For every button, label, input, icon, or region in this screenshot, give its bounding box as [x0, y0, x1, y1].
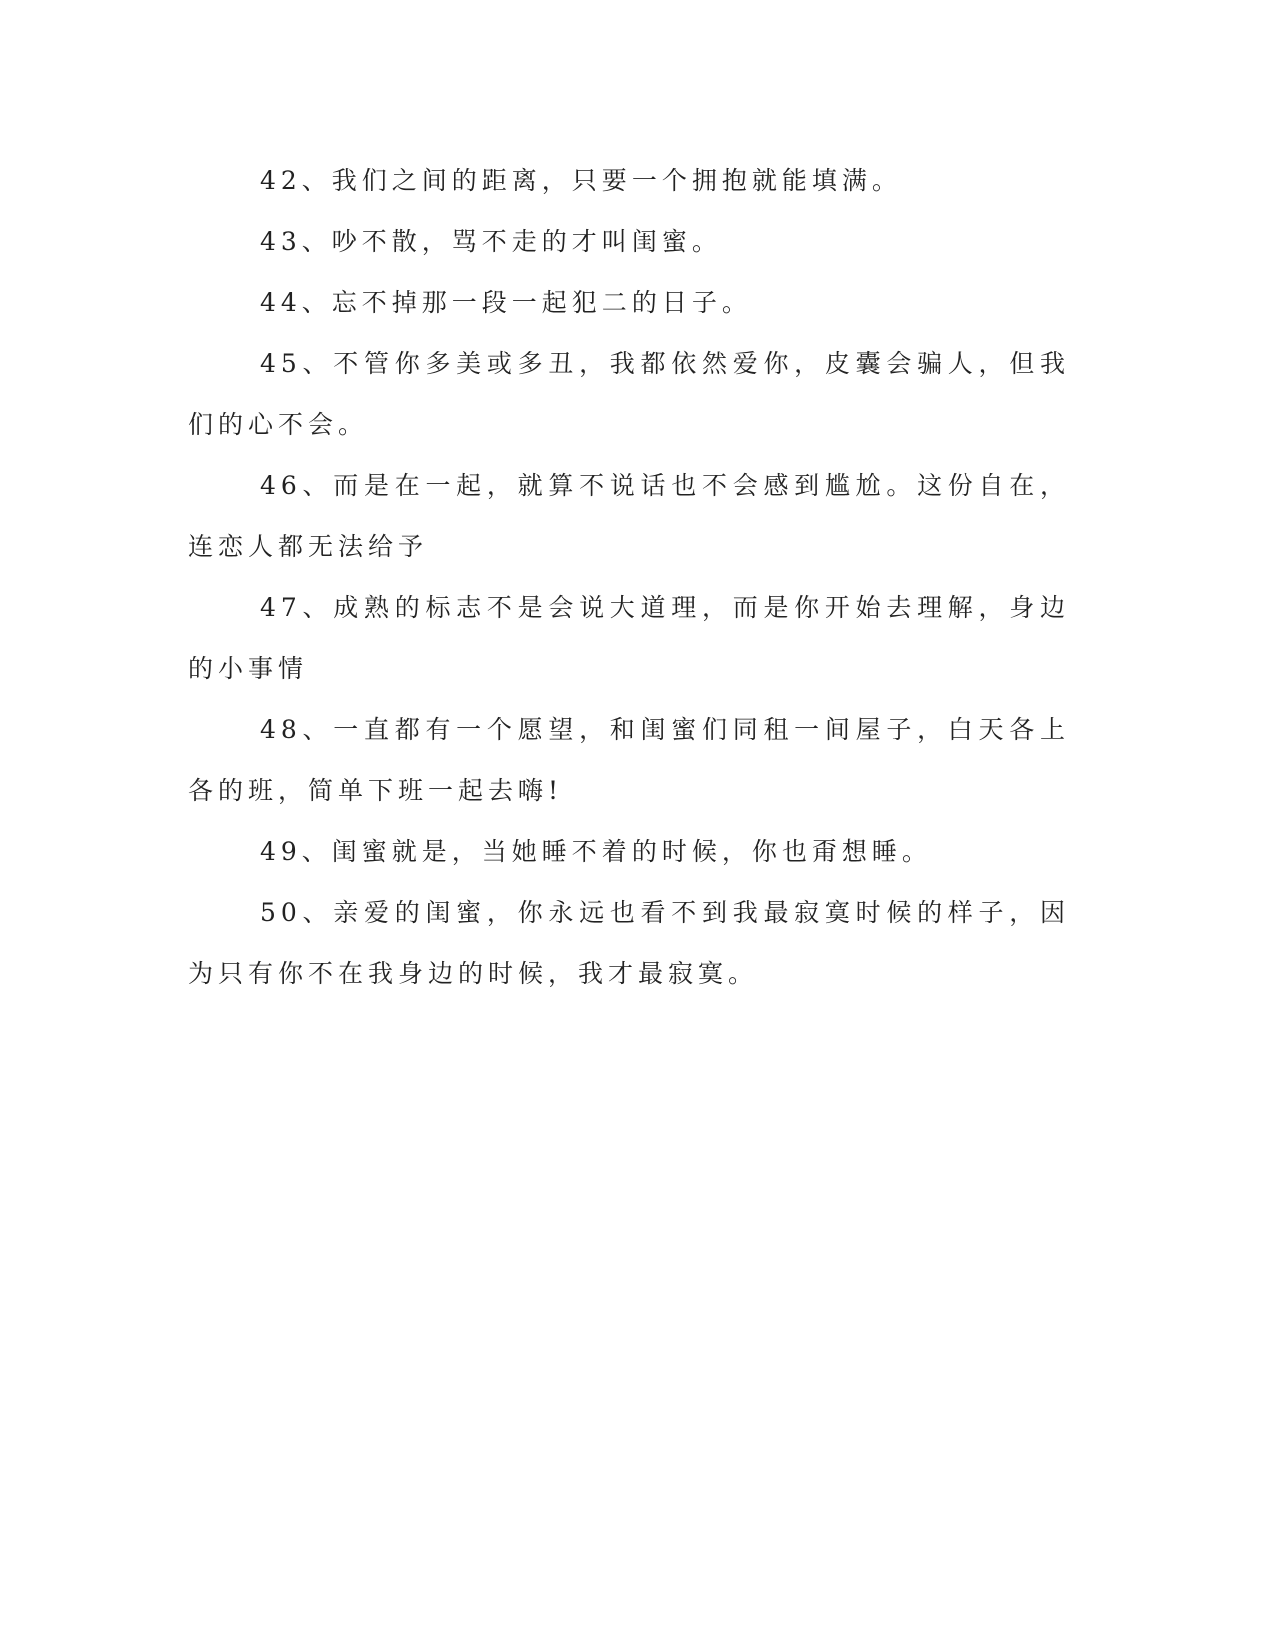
document-body — [188, 150, 1070, 1004]
paragraph-44: 44、忘不掉那一段一起犯二的日子。 — [260, 288, 752, 317]
paragraph-47: 47、成熟的标志不是会说大道理，而是你开始去理解，身边的小事情 — [188, 593, 1070, 683]
paragraph-50: 50、亲爱的闺蜜，你永远也看不到我最寂寞时候的样子，因为只有你不在我身边的时候，我才最寂寞。 — [188, 898, 1070, 988]
paragraph-42: 42、我们之间的距离，只要一个拥抱就能填满。 — [260, 166, 902, 195]
paragraph-43: 43、吵不散，骂不走的才叫闺蜜。 — [260, 227, 722, 256]
paragraph-45: 45、不管你多美或多丑，我都依然爱你，皮囊会骗人，但我们的心不会。 — [188, 349, 1070, 439]
paragraph-46: 46、而是在一起，就算不说话也不会感到尴尬。这份自在，连恋人都无法给予 — [188, 471, 1070, 561]
paragraph-48: 48、一直都有一个愿望，和闺蜜们同租一间屋子，白天各上各的班，简单下班一起去嗨! — [188, 715, 1070, 805]
paragraph-49: 49、闺蜜就是，当她睡不着的时候，你也甭想睡。 — [260, 837, 932, 866]
